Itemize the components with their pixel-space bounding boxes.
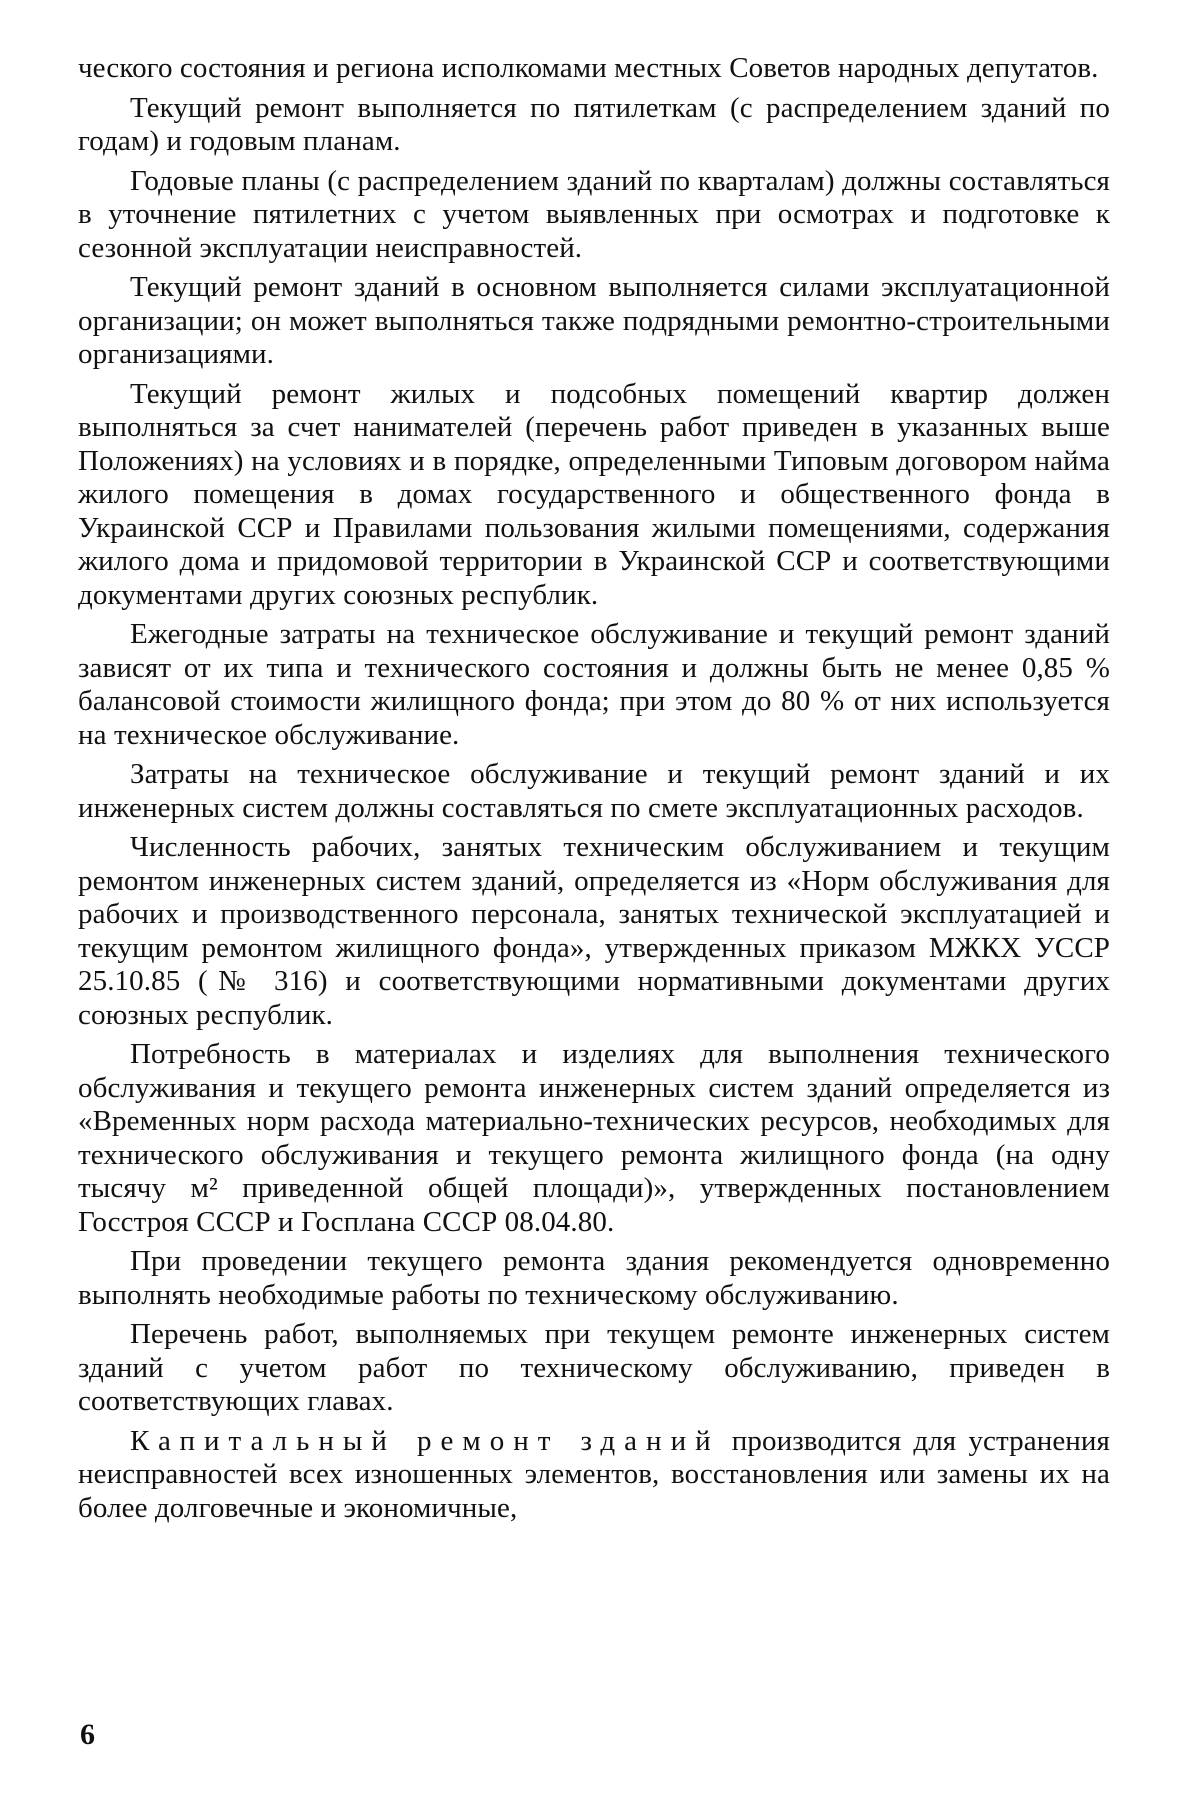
paragraph-works-list: Перечень работ, выполняемых при текущем ремонте инженерных систем зданий с учетом работ по техническому обслуживанию, приведен в соответствующих главах. xyxy=(78,1318,1110,1417)
paragraph-annual-plans: Годовые планы (с распределением зданий по кварталам) должны составляться в уточнение пятилетних с учетом выявленных при осмотрах и подготовке к сезонной эксплуатации неисправностей. xyxy=(78,164,1110,264)
paragraph-worker-count: Численность рабочих, занятых техническим обслуживанием и текущим ремонтом инженерных систем зданий, определяется из «Норм обслуживания для рабочих и производственного персонала, занятых технической эксплуатацией и текущим ремонтом жилищного фонда», утвержденных приказом МЖКХ УССР 25.10.85 (№ 316) и соответствующими нормативными документами других союзных республик. xyxy=(78,831,1110,1031)
document-page xyxy=(78,52,1110,1531)
paragraph-materials-need: Потребность в материалах и изделиях для выполнения технического обслуживания и текущего ремонта инженерных систем зданий определяется из «Временных норм расхода материально-технических ресурсов, необходимых для технического обслуживания и текущего ремонта жилищного фонда (на одну тысячу м² приведенной общей площади)», утвержденных постановлением Госстроя СССР и Госплана СССР 08.04.80. xyxy=(78,1038,1110,1238)
paragraph-annual-costs: Ежегодные затраты на техническое обслуживание и текущий ремонт зданий зависят от их типа и технического состояния и должны быть не менее 0,85 % балансовой стоимости жилищного фонда; при этом до 80 % от них используется на техническое обслуживание. xyxy=(78,618,1110,751)
paragraph-current-repair-plans: Текущий ремонт выполняется по пятилеткам (с распределением зданий по годам) и годовым планам. xyxy=(78,91,1110,157)
paragraph-repair-forces: Текущий ремонт зданий в основном выполняется силами эксплуатационной организации; он может выполняться также подрядными ремонтно-строительными организациями. xyxy=(78,271,1110,370)
paragraph-simultaneous-work: При проведении текущего ремонта здания рекомендуется одновременно выполнять необходимые работы по техническому обслуживанию. xyxy=(78,1245,1110,1311)
paragraph-continuation: ческого состояния и региона исполкомами местных Советов народных депутатов. xyxy=(78,52,1099,84)
page-number: 6 xyxy=(80,1718,95,1751)
capital-repair-text: производится для устранения неисправностей всех изношенных элементов, восстановления или замены их на более долговечные и экономичные, xyxy=(78,1424,1110,1524)
paragraph-tenant-repair: Текущий ремонт жилых и подсобных помещений квартир должен выполняться за счет нанимателей (перечень работ приведен в указанных выше Положениях) на условиях и в порядке, определенными Типовым договором найма жилого помещения в домах государственного и общественного фонда в Украинской ССР и Правилами пользования жилыми помещениями, содержания жилого дома и придомовой территории в Украинской ССР и соответствующими документами других союзных республик. xyxy=(78,377,1110,611)
paragraph-cost-estimate: Затраты на техническое обслуживание и текущий ремонт зданий и их инженерных систем должны составляться по смете эксплуатационных расходов. xyxy=(78,758,1110,824)
capital-repair-term: Капитальный ремонт зданий xyxy=(130,1424,720,1457)
paragraph-capital-repair xyxy=(78,1425,1110,1526)
